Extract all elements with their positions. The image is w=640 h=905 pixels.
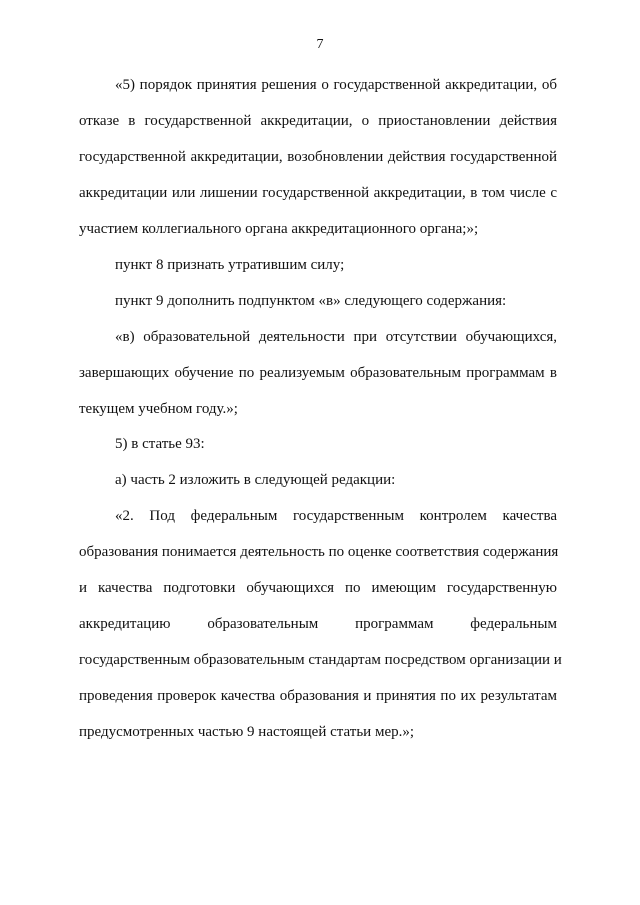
paragraph-7-line-1: «2. Под федеральным государственным контролем качества [115, 508, 557, 524]
paragraph-7-line-6: проведения проверок качества образования и принятия по их результатам [79, 688, 557, 704]
page-number: 7 [316, 37, 324, 52]
paragraph-1-line-4: аккредитации или лишении государственной аккредитации, в том числе с [79, 185, 557, 201]
paragraph-1-line-2: отказе в государственной аккредитации, о приостановлении действия [79, 113, 557, 129]
paragraph-4-line-2: завершающих обучение по реализуемым образовательным программам в [79, 365, 557, 381]
paragraph-4-line-1: «в) образовательной деятельности при отсутствии обучающихся, [115, 329, 557, 345]
paragraph-7-line-3: и качества подготовки обучающихся по имеющим государственную [79, 580, 557, 596]
paragraph-5-line-1: 5) в статье 93: [115, 436, 205, 452]
paragraph-1-line-3: государственной аккредитации, возобновлении действия государственной [79, 149, 557, 165]
paragraph-7-line-4: аккредитацию образовательным программам федеральным [79, 616, 557, 632]
paragraph-3-line-1: пункт 9 дополнить подпунктом «в» следующего содержания: [115, 293, 507, 309]
paragraph-2-line-1: пункт 8 признать утратившим силу; [115, 257, 345, 273]
paragraph-1-line-5: участием коллегиального органа аккредитационного органа;»; [79, 221, 479, 237]
paragraph-4-line-3: текущем учебном году.»; [79, 401, 238, 417]
paragraph-1-line-1: «5) порядок принятия решения о государственной аккредитации, об [115, 77, 557, 93]
paragraph-7-line-7: предусмотренных частью 9 настоящей статьи мер.»; [79, 724, 415, 740]
paragraph-6-line-1: а) часть 2 изложить в следующей редакции: [115, 472, 396, 488]
paragraph-7-line-2: образования понимается деятельность по оценке соответствия содержания [79, 544, 559, 560]
paragraph-7-line-5: государственным образовательным стандартам посредством организации и [79, 652, 562, 668]
